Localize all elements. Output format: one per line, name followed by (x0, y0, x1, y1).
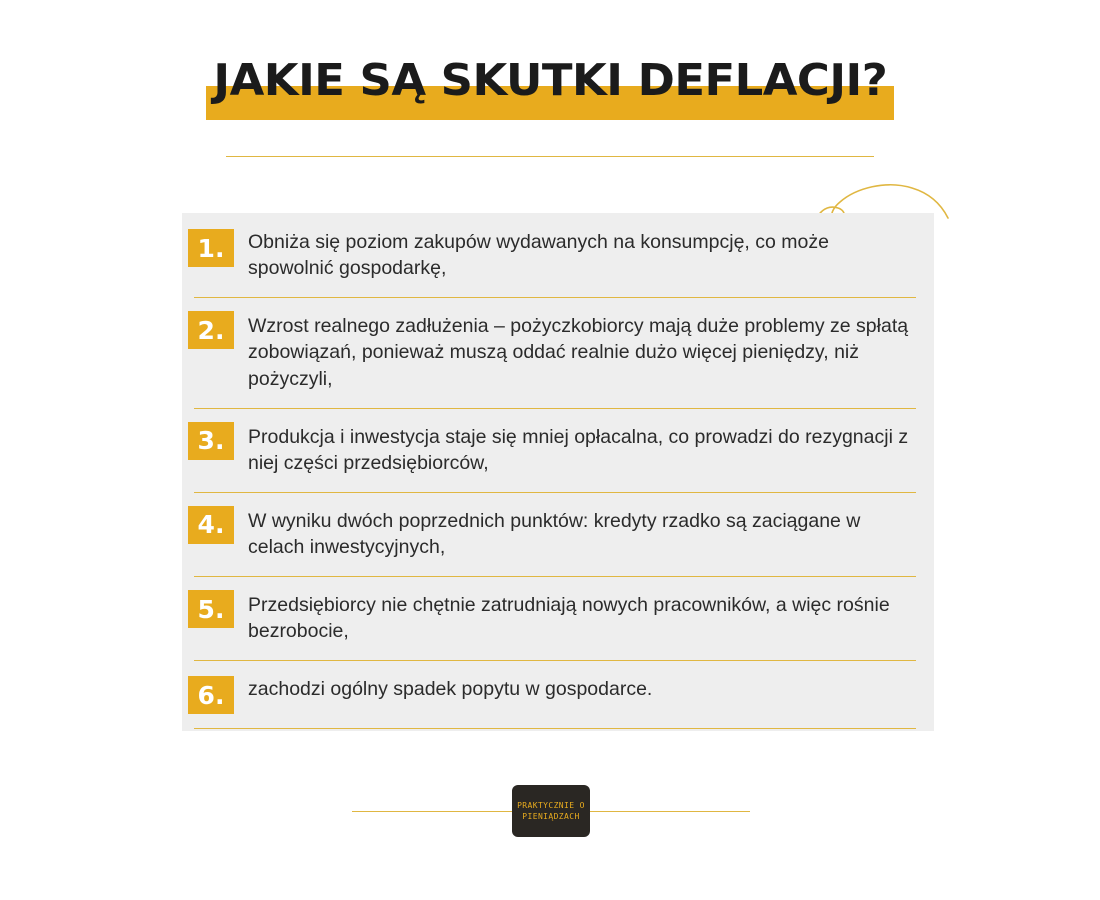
list-divider (194, 492, 916, 493)
list-item (182, 492, 934, 576)
list-divider (194, 576, 916, 577)
list-divider (194, 408, 916, 409)
list-item-number: 6. (188, 676, 234, 714)
list-item-number: 4. (188, 506, 234, 544)
title-band (206, 55, 895, 106)
list-divider (194, 297, 916, 298)
footer-divider-left (352, 811, 512, 812)
list-item (182, 408, 934, 492)
page-title: JAKIE SĄ SKUTKI DEFLACJI? (213, 55, 887, 106)
effects-list-card (182, 213, 934, 731)
list-divider (194, 660, 916, 661)
list-item-text: zachodzi ogólny spadek popytu w gospodarce. (248, 678, 653, 701)
list-item-text: W wyniku dwóch poprzednich punktów: kredyty rzadko są zaciągane w celach inwestycyjnych, (248, 509, 861, 558)
footer-divider-right (590, 811, 750, 812)
list-item-number: 1. (188, 229, 234, 267)
list-item-number: 3. (188, 422, 234, 460)
list-item (182, 297, 934, 407)
list-item-text: Przedsiębiorcy nie chętnie zatrudniają nowych pracowników, a więc rośnie bezrobocie, (248, 594, 890, 643)
list-end-spacer (182, 728, 934, 754)
list-item-text: Obniża się poziom zakupów wydawanych na konsumpcję, co może spowolnić gospodarkę, (248, 231, 829, 280)
list-item-number: 5. (188, 590, 234, 628)
page-title-wrapper (0, 55, 1100, 106)
list-item (182, 213, 934, 297)
title-divider (226, 156, 874, 157)
list-item (182, 576, 934, 660)
list-item-text: Wzrost realnego zadłużenia – pożyczkobiorcy mają duże problemy ze spłatą zobowiązań, ponieważ muszą oddać realnie dużo więcej pieniędzy, niż pożyczyli, (248, 315, 909, 390)
list-divider (194, 728, 916, 729)
brand-logo-line-1: PRAKTYCZNIE O (517, 800, 585, 810)
list-item (182, 660, 934, 728)
brand-logo-line-2: PIENIĄDZACH (522, 811, 580, 821)
brand-logo (512, 785, 590, 837)
list-item-text: Produkcja i inwestycja staje się mniej opłacalna, co prowadzi do rezygnacji z niej części przedsiębiorców, (248, 425, 909, 474)
list-item-number: 2. (188, 311, 234, 349)
